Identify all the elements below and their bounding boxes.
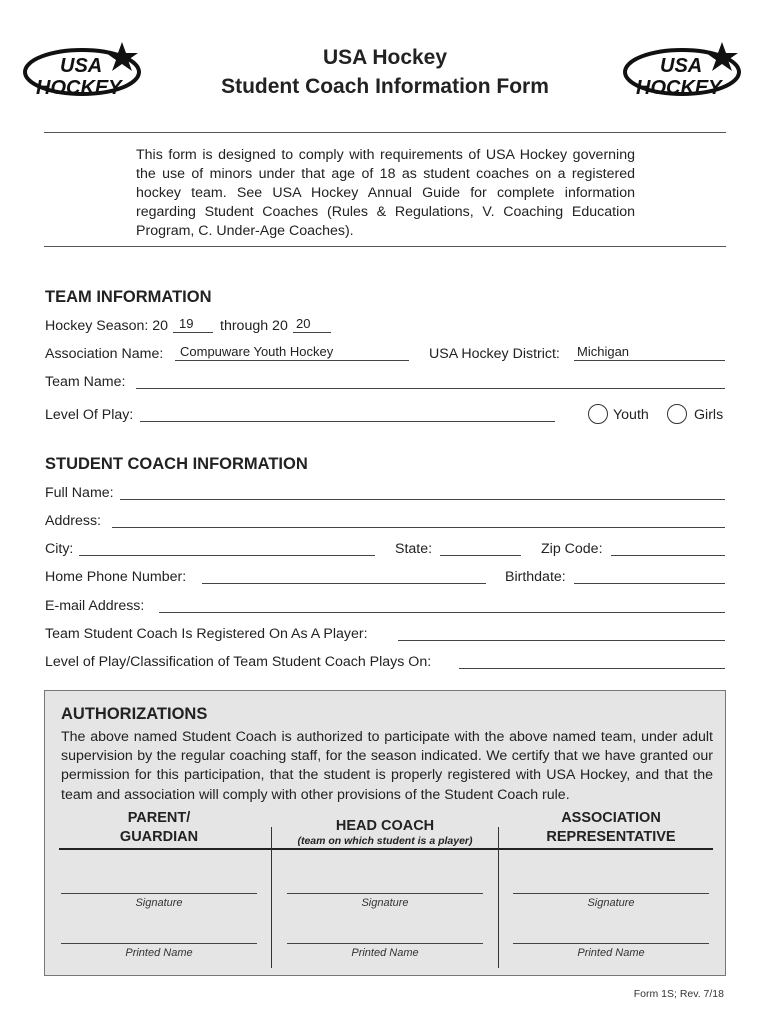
intro-paragraph: This form is designed to comply with requirements of USA Hockey governing the use of minors under that age of 18 as student coaches on a registered hockey team. See USA Hockey Annual Guide for complete information regarding Student Coaches (Rules & Regulations, V. Coaching Education Program, C. Under-Age Coaches).	[136, 147, 635, 239]
team-name-label: Team Name:	[45, 374, 126, 390]
level-classification-field[interactable]	[459, 668, 725, 669]
season-label: Hockey Season: 20	[45, 318, 169, 334]
head-coach-heading: HEAD COACH	[335, 818, 435, 834]
email-field[interactable]	[159, 612, 725, 613]
association-name-label: Association Name:	[45, 346, 164, 362]
season-end-value: 20	[296, 316, 311, 331]
parent-signature-field[interactable]	[61, 893, 257, 894]
association-signature-field[interactable]	[513, 893, 709, 894]
district-value: Michigan	[577, 344, 630, 359]
season-end-field[interactable]	[293, 332, 331, 333]
form-title-line2: Student Coach Information Form	[221, 75, 549, 98]
head-coach-subheading: (team on which student is a player)	[297, 835, 473, 847]
authorizations-heading: AUTHORIZATIONS	[61, 705, 208, 723]
form-title-line1: USA Hockey	[322, 46, 448, 69]
birthdate-field[interactable]	[574, 583, 725, 584]
divider-bottom	[44, 246, 726, 247]
logo-text-hockey: HOCKEY	[36, 77, 122, 99]
level-classification-label: Level of Play/Classification of Team Student Coach Plays On:	[45, 654, 432, 670]
season-through-label: through 20	[220, 318, 288, 334]
home-phone-field[interactable]	[202, 583, 486, 584]
zip-code-label: Zip Code:	[541, 541, 603, 557]
association-name-field[interactable]	[175, 360, 409, 361]
youth-label: Youth	[613, 407, 649, 423]
team-registered-label: Team Student Coach Is Registered On As A Player:	[45, 626, 368, 642]
association-name-value: Compuware Youth Hockey	[180, 344, 334, 359]
association-heading-line1: ASSOCIATION	[561, 810, 661, 826]
full-name-label: Full Name:	[45, 485, 114, 501]
student-coach-information-heading: STUDENT COACH INFORMATION	[45, 455, 308, 473]
authorizations-text: The above named Student Coach is authorized to participate with the above named team, under adult supervision by the regular coaching staff, for the season indicated. We certify that we have granted our permission for this participation, that the student is properly registered with USA Hockey, and that the team and association will comply with other provisions of the Student Coach rule.	[61, 729, 713, 803]
head-coach-printed-name-field[interactable]	[287, 943, 483, 944]
season-start-value: 19	[179, 316, 194, 331]
association-representative-heading	[511, 809, 711, 847]
team-registered-field[interactable]	[398, 640, 725, 641]
district-field[interactable]	[574, 360, 725, 361]
parent-guardian-heading	[59, 809, 259, 847]
girls-radio[interactable]	[667, 404, 687, 424]
state-label: State:	[395, 541, 433, 557]
authorizations-box	[44, 690, 726, 976]
parent-signature-caption: Signature	[135, 897, 183, 909]
team-name-field[interactable]	[136, 388, 725, 389]
full-name-field[interactable]	[120, 499, 725, 500]
column-divider-2	[498, 827, 499, 968]
city-field[interactable]	[79, 555, 375, 556]
level-of-play-field[interactable]	[140, 421, 555, 422]
address-field[interactable]	[112, 527, 725, 528]
logo-text-usa: USA	[660, 55, 703, 77]
usa-hockey-logo-left	[22, 40, 146, 102]
logo-text-usa: USA	[60, 55, 103, 77]
head-coach-printed-name-caption: Printed Name	[351, 947, 419, 959]
association-printed-name-field[interactable]	[513, 943, 709, 944]
district-label: USA Hockey District:	[429, 346, 560, 362]
address-label: Address:	[45, 513, 101, 529]
season-start-field[interactable]	[173, 332, 213, 333]
association-signature-caption: Signature	[587, 897, 635, 909]
head-coach-signature-field[interactable]	[287, 893, 483, 894]
parent-heading-line1: PARENT/	[127, 810, 191, 826]
parent-heading-line2: GUARDIAN	[119, 829, 199, 845]
parent-printed-name-field[interactable]	[61, 943, 257, 944]
birthdate-label: Birthdate:	[505, 569, 566, 585]
association-printed-name-caption: Printed Name	[577, 947, 645, 959]
city-label: City:	[45, 541, 74, 557]
zip-code-field[interactable]	[611, 555, 725, 556]
head-coach-signature-caption: Signature	[361, 897, 409, 909]
signature-table-rule	[59, 848, 713, 850]
usa-hockey-logo-right	[622, 40, 746, 102]
youth-radio[interactable]	[588, 404, 608, 424]
team-information-heading: TEAM INFORMATION	[45, 288, 212, 306]
form-revision-footer: Form 1S; Rev. 7/18	[633, 988, 724, 1000]
home-phone-label: Home Phone Number:	[45, 569, 187, 585]
parent-printed-name-caption: Printed Name	[125, 947, 193, 959]
column-divider-1	[271, 827, 272, 968]
email-label: E-mail Address:	[45, 598, 145, 614]
association-heading-line2: REPRESENTATIVE	[546, 829, 676, 845]
girls-label: Girls	[694, 407, 724, 423]
logo-text-hockey: HOCKEY	[636, 77, 722, 99]
divider-top	[44, 132, 726, 133]
level-of-play-label: Level Of Play:	[45, 407, 134, 423]
state-field[interactable]	[440, 555, 521, 556]
